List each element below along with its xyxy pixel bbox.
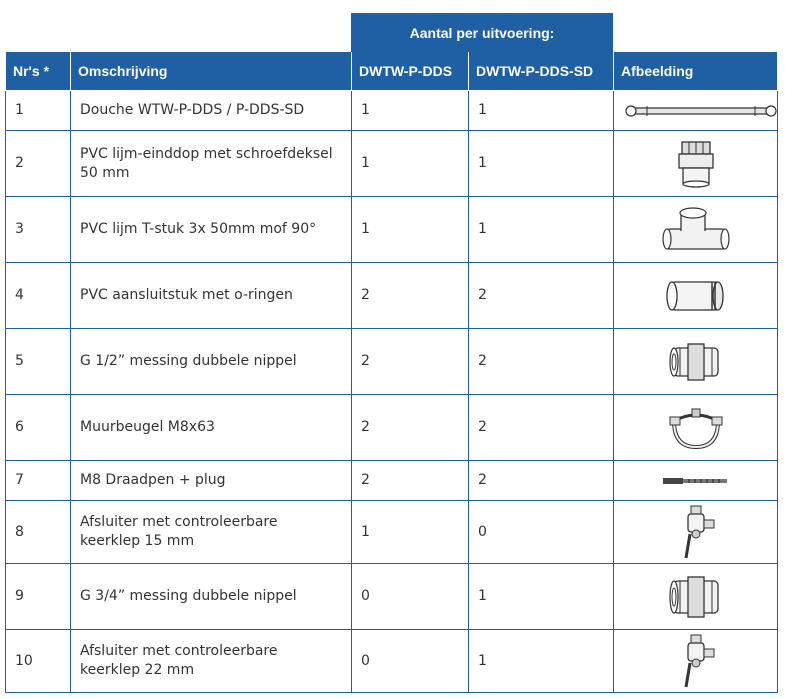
table-header-row <box>6 52 778 91</box>
table-row <box>6 564 778 630</box>
column-header-description: Omschrijving <box>71 52 352 91</box>
nipple-icon <box>666 573 726 621</box>
row-description: PVC lijm-einddop met schroefdeksel 50 mm <box>71 131 352 197</box>
row-qty-dwtw-p-dds-sd: 1 <box>469 91 614 131</box>
row-number: 7 <box>6 461 71 501</box>
row-qty-dwtw-p-dds: 2 <box>352 461 469 501</box>
end-cap-icon <box>673 139 719 189</box>
row-description: M8 Draadpen + plug <box>71 461 352 501</box>
row-image <box>614 395 778 461</box>
drain-channel-icon <box>623 101 779 121</box>
row-qty-dwtw-p-dds-sd: 1 <box>469 131 614 197</box>
wall-bracket-icon <box>666 405 726 451</box>
row-qty-dwtw-p-dds-sd: 2 <box>469 329 614 395</box>
table-row <box>6 91 778 131</box>
row-number: 6 <box>6 395 71 461</box>
t-piece-icon <box>661 205 731 255</box>
group-header-quantity-per-version: Aantal per uitvoering: <box>351 13 613 52</box>
row-qty-dwtw-p-dds-sd: 1 <box>469 197 614 263</box>
parts-table <box>5 52 778 693</box>
row-qty-dwtw-p-dds-sd: 2 <box>469 395 614 461</box>
row-qty-dwtw-p-dds: 2 <box>352 263 469 329</box>
nipple-icon <box>666 340 726 384</box>
row-image <box>614 197 778 263</box>
column-header-nr: Nr's * <box>6 52 71 91</box>
row-qty-dwtw-p-dds: 2 <box>352 395 469 461</box>
row-qty-dwtw-p-dds-sd: 1 <box>469 564 614 630</box>
row-image <box>614 263 778 329</box>
row-qty-dwtw-p-dds: 0 <box>352 630 469 693</box>
row-description: PVC aansluitstuk met o-ringen <box>71 263 352 329</box>
threaded-pin-icon <box>661 474 731 488</box>
row-image <box>614 91 778 131</box>
row-number: 5 <box>6 329 71 395</box>
table-row <box>6 630 778 693</box>
row-qty-dwtw-p-dds: 1 <box>352 131 469 197</box>
row-number: 10 <box>6 630 71 693</box>
row-image <box>614 564 778 630</box>
row-image <box>614 501 778 564</box>
table-row <box>6 263 778 329</box>
column-header-dwtw-p-dds-sd: DWTW-P-DDS-SD <box>469 52 614 91</box>
valve-icon <box>676 633 716 689</box>
row-description: Douche WTW-P-DDS / P-DDS-SD <box>71 91 352 131</box>
row-qty-dwtw-p-dds: 1 <box>352 91 469 131</box>
row-number: 3 <box>6 197 71 263</box>
row-description: G 1/2” messing dubbele nippel <box>71 329 352 395</box>
column-header-image: Afbeelding <box>614 52 778 91</box>
row-description: Muurbeugel M8x63 <box>71 395 352 461</box>
row-image <box>614 461 778 501</box>
row-image <box>614 131 778 197</box>
row-qty-dwtw-p-dds: 0 <box>352 564 469 630</box>
row-qty-dwtw-p-dds-sd: 2 <box>469 461 614 501</box>
row-number: 2 <box>6 131 71 197</box>
column-header-dwtw-p-dds: DWTW-P-DDS <box>352 52 469 91</box>
table-row <box>6 461 778 501</box>
row-number: 9 <box>6 564 71 630</box>
row-description: PVC lijm T-stuk 3x 50mm mof 90° <box>71 197 352 263</box>
table-row <box>6 501 778 564</box>
row-qty-dwtw-p-dds: 2 <box>352 329 469 395</box>
row-qty-dwtw-p-dds-sd: 1 <box>469 630 614 693</box>
valve-icon <box>676 504 716 560</box>
row-qty-dwtw-p-dds-sd: 0 <box>469 501 614 564</box>
connector-icon <box>664 276 728 316</box>
row-description: Afsluiter met controleerbare keerklep 15 mm <box>71 501 352 564</box>
table-row <box>6 395 778 461</box>
row-number: 8 <box>6 501 71 564</box>
row-description: Afsluiter met controleerbare keerklep 22 mm <box>71 630 352 693</box>
table-row <box>6 197 778 263</box>
row-number: 4 <box>6 263 71 329</box>
row-qty-dwtw-p-dds-sd: 2 <box>469 263 614 329</box>
table-row <box>6 329 778 395</box>
row-description: G 3/4” messing dubbele nippel <box>71 564 352 630</box>
row-image <box>614 329 778 395</box>
table-row <box>6 131 778 197</box>
row-qty-dwtw-p-dds: 1 <box>352 501 469 564</box>
row-number: 1 <box>6 91 71 131</box>
row-qty-dwtw-p-dds: 1 <box>352 197 469 263</box>
row-image <box>614 630 778 693</box>
